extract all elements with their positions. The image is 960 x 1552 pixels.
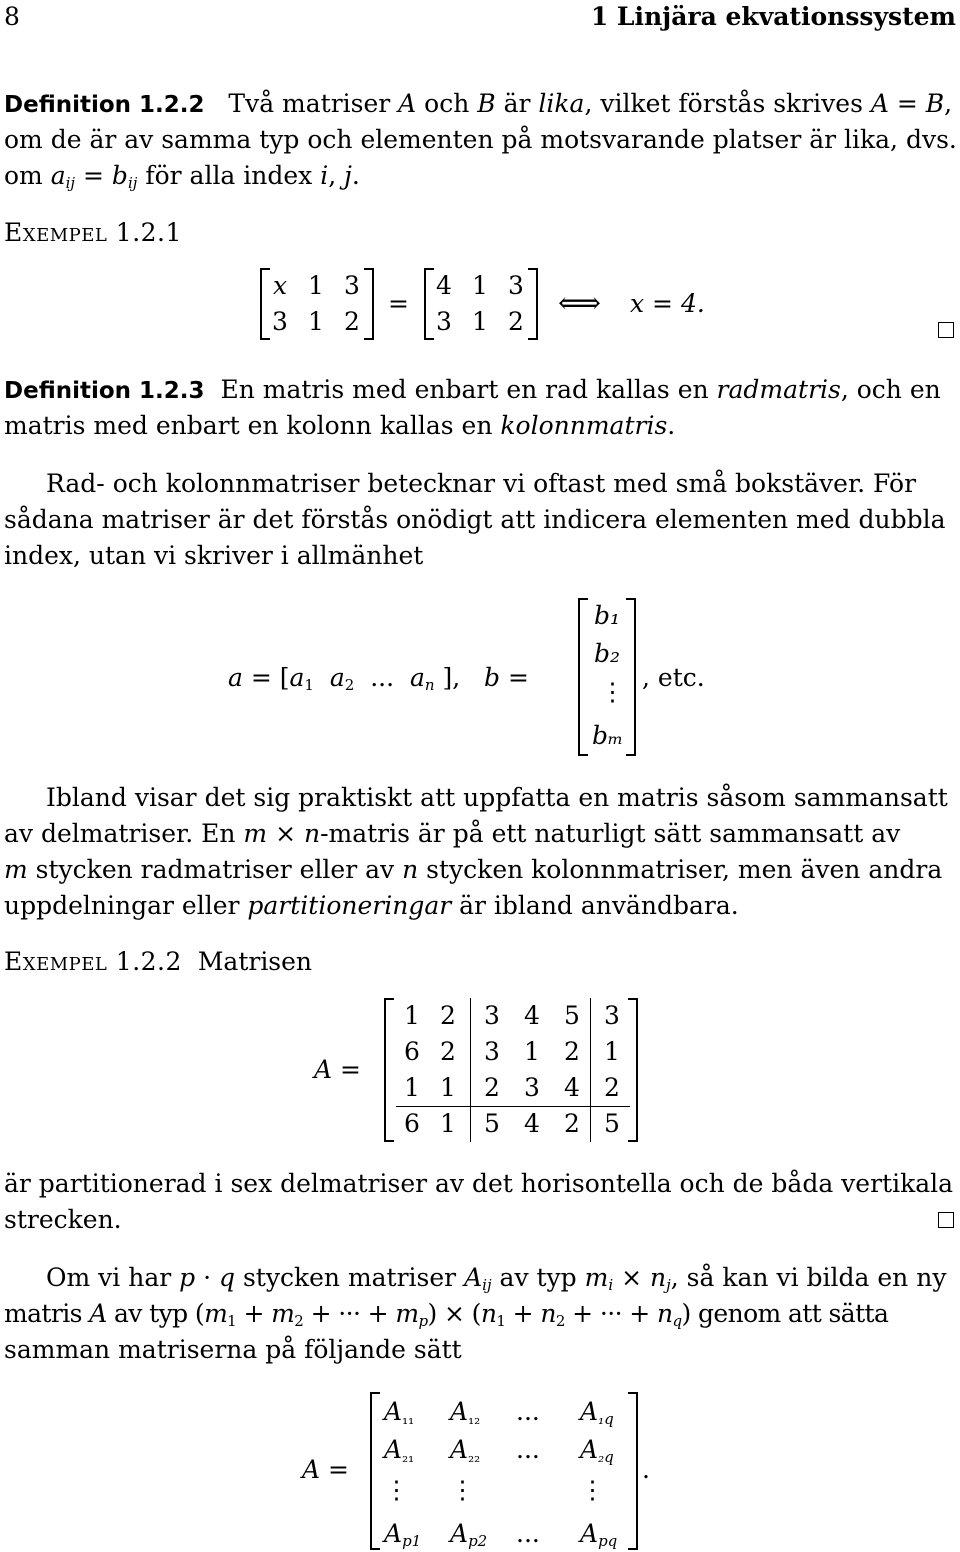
matrix-cell: 1 xyxy=(404,1001,420,1030)
qed-box-icon xyxy=(938,1212,954,1228)
matrix-cell: 1 xyxy=(404,1073,420,1102)
eq-b-1: b₁ xyxy=(594,601,621,630)
def123-term-radmatris: radmatris xyxy=(716,375,841,404)
ex121-l-01: 1 xyxy=(308,271,324,300)
matrix-cell: 4 xyxy=(524,1001,540,1030)
block-cell: $A_{_{22}}$ xyxy=(450,1435,481,1466)
block-cell: $A_{_1q}$ xyxy=(580,1397,614,1428)
para2-term-partitioneringar: partitioneringar xyxy=(247,891,452,920)
block-cell: ⋮ xyxy=(450,1475,475,1504)
def122-label: Definition 1.2.2 xyxy=(4,92,205,118)
matrix-cell: 2 xyxy=(564,1037,580,1066)
block-bracket-close xyxy=(628,1392,638,1550)
matrix-cell: 5 xyxy=(484,1109,500,1138)
ex122-after1: är partitionerad i sex delmatriser av det horisontella och de båda vertikala xyxy=(4,1169,954,1198)
matrix-cell: 6 xyxy=(404,1109,420,1138)
matrix-cell: 6 xyxy=(404,1037,420,1066)
qed-box-icon xyxy=(938,322,954,338)
ex121-l-12: 2 xyxy=(344,307,360,336)
ex122-hline xyxy=(396,1106,630,1107)
block-cell: $A_{p2}$ xyxy=(450,1519,488,1550)
matrix-cell: 2 xyxy=(440,1001,456,1030)
block-cell: $A_{_{21}}$ xyxy=(384,1435,415,1466)
def123-line2 xyxy=(4,408,956,444)
matrix-cell: 3 xyxy=(524,1073,540,1102)
block-cell: ... xyxy=(516,1397,540,1426)
ex122-vline-2 xyxy=(590,998,591,1142)
ex121-r-00: 4 xyxy=(436,271,452,300)
ex122-after2: strecken. xyxy=(4,1205,122,1234)
eq-b-dots: ⋮ xyxy=(600,677,625,706)
eq-etc: , etc. xyxy=(642,663,705,692)
matrix-cell: 3 xyxy=(484,1037,500,1066)
block-cell: $A_{_{11}}$ xyxy=(384,1397,415,1428)
ex121-right-bracket-close xyxy=(528,268,538,340)
eq-b-bracket-close xyxy=(626,598,636,756)
para1-line1: Rad- och kolonnmatriser betecknar vi oftast med små bokstäver. För xyxy=(46,469,917,498)
def123-label: Definition 1.2.3 xyxy=(4,378,205,404)
ex122-text: Matrisen xyxy=(197,947,313,976)
def122-text1: Två matriser A och B är lika, vilket förstås skrives A = B, xyxy=(212,89,953,118)
page-number: 8 xyxy=(4,2,20,31)
ex121-r-11: 1 xyxy=(472,307,488,336)
matrix-cell: 4 xyxy=(524,1109,540,1138)
ex121-l-11: 1 xyxy=(308,307,324,336)
eq-b-2: b₂ xyxy=(594,639,621,668)
para1-line3: index, utan vi skriver i allmänhet xyxy=(4,541,424,570)
eq-a-row: $a = [a_1$ $a_2$ ... $a_n$ ], b = xyxy=(228,663,529,694)
ex122-bracket-open xyxy=(384,998,394,1142)
block-cell: ⋮ xyxy=(384,1475,409,1504)
def123-term-kolonnmatris: kolonnmatris xyxy=(500,411,668,440)
para2-line1: Ibland visar det sig praktiskt att uppfatta en matris såsom sammansatt xyxy=(46,783,948,812)
block-cell: ⋮ xyxy=(580,1475,605,1504)
matrix-cell: 4 xyxy=(564,1073,580,1102)
ex121-r-12: 2 xyxy=(508,307,524,336)
ex122-heading xyxy=(4,944,956,980)
matrix-cell: 2 xyxy=(484,1073,500,1102)
def123-text1a: En matris med enbart en rad kallas en xyxy=(220,375,717,404)
para3-line3: samman matriserna på följande sätt xyxy=(4,1335,462,1364)
block-cell: $A_{_2q}$ xyxy=(580,1435,614,1466)
matrix-cell: 1 xyxy=(524,1037,540,1066)
block-cell: ... xyxy=(516,1435,540,1464)
para2-text4b: är ibland användbara. xyxy=(451,891,739,920)
matrix-cell: 1 xyxy=(440,1109,456,1138)
ex122-bracket-close xyxy=(628,998,638,1142)
ex122-label: Exempel 1.2.2 xyxy=(4,947,182,976)
para3-line1: Om vi har p · q stycken matriser $A_{ij}$ av typ $m_i \times n_j$, så kan vi bilda en ny xyxy=(46,1263,947,1294)
def122-line3: om $a_{ij} = b_{ij}$ för alla index i, j. xyxy=(4,161,360,192)
block-trail: . xyxy=(642,1455,650,1484)
def122-line2: om de är av samma typ och elementen på motsvarande platser är lika, dvs. xyxy=(4,125,957,154)
ex121-l-00: x xyxy=(272,271,288,300)
ex121-equals: = xyxy=(388,289,409,318)
block-lhs: A = xyxy=(302,1455,349,1484)
ex122-vline-1 xyxy=(470,998,471,1142)
para2-line4 xyxy=(4,888,956,924)
block-cell: $A_{pq}$ xyxy=(580,1519,618,1550)
matrix-cell: 5 xyxy=(604,1109,620,1138)
block-bracket-open xyxy=(370,1392,380,1550)
ex121-r-01: 1 xyxy=(472,271,488,300)
ex121-r-02: 3 xyxy=(508,271,524,300)
ex121-result: x = 4. xyxy=(630,289,705,318)
ex122-lhs: A = xyxy=(314,1055,361,1084)
def123-text2a: matris med enbart en kolonn kallas en xyxy=(4,411,501,440)
para2-text4a: uppdelningar eller xyxy=(4,891,248,920)
matrix-cell: 1 xyxy=(604,1037,620,1066)
ex121-label: Exempel 1.2.1 xyxy=(4,218,182,247)
ex121-l-02: 3 xyxy=(344,271,360,300)
matrix-cell: 2 xyxy=(564,1109,580,1138)
ex121-l-10: 3 xyxy=(272,307,288,336)
para2-line3: m stycken radmatriser eller av n stycken kolonnmatriser, men även andra xyxy=(4,855,943,884)
matrix-cell: 3 xyxy=(484,1001,500,1030)
ex121-iff: ⟺ xyxy=(558,286,602,321)
header-rule xyxy=(0,44,960,45)
block-cell: $A_{p1}$ xyxy=(384,1519,422,1550)
matrix-cell: 5 xyxy=(564,1001,580,1030)
eq-b-bracket-open xyxy=(578,598,588,756)
def123-line1 xyxy=(4,372,956,409)
matrix-cell: 1 xyxy=(440,1073,456,1102)
para3-line2: matris A av typ ($m_1 + m_2$ + ··· + $m_p) \times (n_1 + n_2$ + ··· + $n_q$) genom att sätta xyxy=(4,1299,889,1330)
def123-text2b: . xyxy=(667,411,676,440)
eq-b-m: bₘ xyxy=(592,721,624,750)
matrix-cell: 2 xyxy=(604,1073,620,1102)
ex121-r-10: 3 xyxy=(436,307,452,336)
para1-line2: sådana matriser är det förstås onödigt att indicera elementen med dubbla xyxy=(4,505,946,534)
ex121-left-bracket-close xyxy=(364,268,374,340)
para2-line2: av delmatriser. En m × n-matris är på ett naturligt sätt sammansatt av xyxy=(4,819,901,848)
block-cell: $A_{_{12}}$ xyxy=(450,1397,481,1428)
block-cell: ... xyxy=(516,1519,540,1548)
chapter-title: 1 Linjära ekvationssystem xyxy=(590,2,956,31)
matrix-cell: 2 xyxy=(440,1037,456,1066)
def123-text1b: , och en xyxy=(840,375,941,404)
def122-line1 xyxy=(4,86,956,123)
matrix-cell: 3 xyxy=(604,1001,620,1030)
